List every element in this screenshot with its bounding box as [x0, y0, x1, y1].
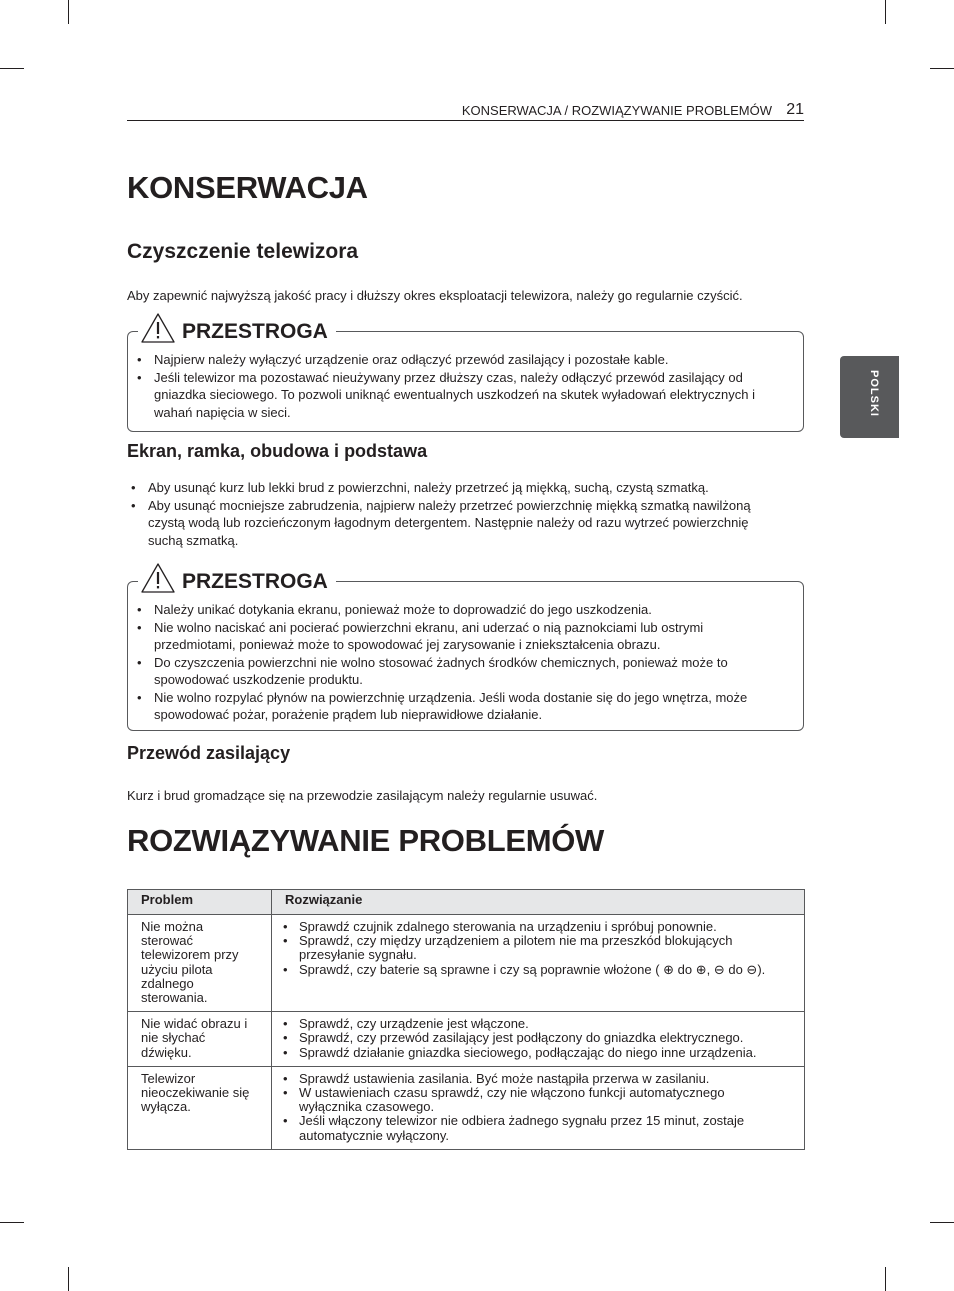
solution-list: [285, 920, 791, 977]
crop-mark: [885, 0, 886, 24]
subsection-title-cord: Przewód zasilający: [127, 743, 291, 763]
table-row: [128, 915, 805, 1012]
header-divider: [127, 120, 804, 121]
troubleshooting-table: [127, 889, 805, 1150]
crop-mark: [0, 68, 24, 69]
column-header-solution: Rozwiązanie: [272, 890, 805, 915]
solution-cell: [272, 915, 805, 1012]
list-item: • Jeśli telewizor ma pozostawać nieużywany przez dłuższy czas, należy odłączyć przewód zasilający od gniazdka sieciowego. To pozwoli uniknąć ewentualnych uszkodzeń na skutek wyładowań elektrycznych i wahań napięcia w sieci.: [128, 369, 788, 422]
table-header-row: [128, 890, 805, 915]
list-item: • W ustawieniach czasu sprawdź, czy nie włączono funkcji automatycznego wyłącznika czasowego.: [285, 1086, 791, 1114]
problem-cell: Nie można sterować telewizorem przy użyciu pilota zdalnego sterowania.: [128, 915, 272, 1012]
table-row: [128, 1066, 805, 1149]
list-item: • Sprawdź czujnik zdalnego sterowania na urządzeniu i spróbuj ponownie.: [285, 920, 791, 934]
list-item: • Sprawdź, czy między urządzeniem a pilotem nie ma przeszkód blokujących przesyłanie sygnału.: [285, 934, 791, 962]
solution-cell: [272, 1066, 805, 1149]
warning-icon: [140, 312, 176, 344]
caution-list: [128, 351, 788, 421]
crop-mark: [885, 1267, 886, 1291]
crop-mark: [68, 0, 69, 24]
caution-title: PRZESTROGA: [182, 320, 328, 343]
caution-header: [138, 560, 336, 594]
section-title-konserwacja: KONSERWACJA: [127, 170, 368, 205]
crop-mark: [0, 1222, 24, 1223]
cleaning-intro: Aby zapewnić najwyższą jakość pracy i dłuższy okres eksploatacji telewizora, należy go regularnie czyścić.: [127, 288, 743, 303]
solution-cell: [272, 1012, 805, 1067]
problem-cell: Telewizor nieoczekiwanie się wyłącza.: [128, 1066, 272, 1149]
list-item: • Sprawdź ustawienia zasilania. Być może nastąpiła przerwa w zasilaniu.: [285, 1072, 791, 1086]
list-item: • Nie wolno rozpylać płynów na powierzchnię urządzenia. Jeśli woda dostanie się do jego wnętrza, może spowodować pożar, porażenie prądem lub nieprawidłowe działanie.: [128, 689, 778, 724]
page-number: 21: [786, 101, 804, 118]
list-item: • Sprawdź, czy przewód zasilający jest podłączony do gniazdka elektrycznego.: [285, 1031, 791, 1045]
warning-icon: [140, 562, 176, 594]
running-head: KONSERWACJA / ROZWIĄZYWANIE PROBLEMÓW: [461, 103, 772, 118]
list-item: • Do czyszczenia powierzchni nie wolno stosować żadnych środków chemicznych, ponieważ może to spowodować uszkodzenie produktu.: [128, 654, 778, 689]
caution-box-screen: [127, 570, 804, 731]
section-title-troubleshooting: ROZWIĄZYWANIE PROBLEMÓW: [127, 823, 605, 858]
list-item: • Najpierw należy wyłączyć urządzenie oraz odłączyć przewód zasilający i pozostałe kable.: [128, 351, 788, 369]
solution-list: [285, 1072, 791, 1143]
crop-mark: [68, 1267, 69, 1291]
list-item: • Sprawdź, czy urządzenie jest włączone.: [285, 1017, 791, 1031]
screen-list: [122, 479, 772, 549]
list-item: • Nie wolno naciskać ani pocierać powierzchni ekranu, ani uderzać o nią paznokciami lub ostrymi przedmiotami, ponieważ może to spowodować jej zarysowanie i zniekształcenia obrazu.: [128, 619, 778, 654]
language-tab: [840, 356, 899, 438]
list-item: • Aby usunąć kurz lub lekki brud z powierzchni, należy przetrzeć ją miękką, suchą, czystą szmatką.: [122, 479, 772, 497]
table-row: [128, 1012, 805, 1067]
list-item: • Należy unikać dotykania ekranu, ponieważ może to doprowadzić do jego uszkodzenia.: [128, 601, 778, 619]
caution-box-cleaning: [127, 320, 804, 432]
caution-list: [128, 601, 778, 724]
list-item: • Jeśli włączony telewizor nie odbiera żadnego sygnału przez 15 minut, zostaje automatycznie wyłączony.: [285, 1114, 791, 1142]
subsection-title-cleaning: Czyszczenie telewizora: [127, 240, 359, 263]
caution-title: PRZESTROGA: [182, 570, 328, 593]
language-tab-label: POLSKI: [868, 370, 880, 417]
cord-text: Kurz i brud gromadzące się na przewodzie zasilającym należy regularnie usuwać.: [127, 788, 598, 803]
crop-mark: [930, 68, 954, 69]
list-item: • Sprawdź, czy baterie są sprawne i czy są poprawnie włożone ( ⊕ do ⊕, ⊖ do ⊖).: [285, 963, 791, 977]
subsection-title-screen: Ekran, ramka, obudowa i podstawa: [127, 441, 428, 461]
crop-mark: [930, 1222, 954, 1223]
solution-list: [285, 1017, 791, 1060]
caution-header: [138, 310, 336, 344]
column-header-problem: Problem: [128, 890, 272, 915]
list-item: • Sprawdź działanie gniazdka sieciowego, podłączając do niego inne urządzenia.: [285, 1046, 791, 1060]
list-item: • Aby usunąć mocniejsze zabrudzenia, najpierw należy przetrzeć powierzchnię miękką szmatką nawilżoną czystą wodą lub rozcieńczonym łagodnym detergentem. Następnie należy od razu wytrzeć powierzchnię suchą szmatką.: [122, 497, 772, 550]
problem-cell: Nie widać obrazu i nie słychać dźwięku.: [128, 1012, 272, 1067]
